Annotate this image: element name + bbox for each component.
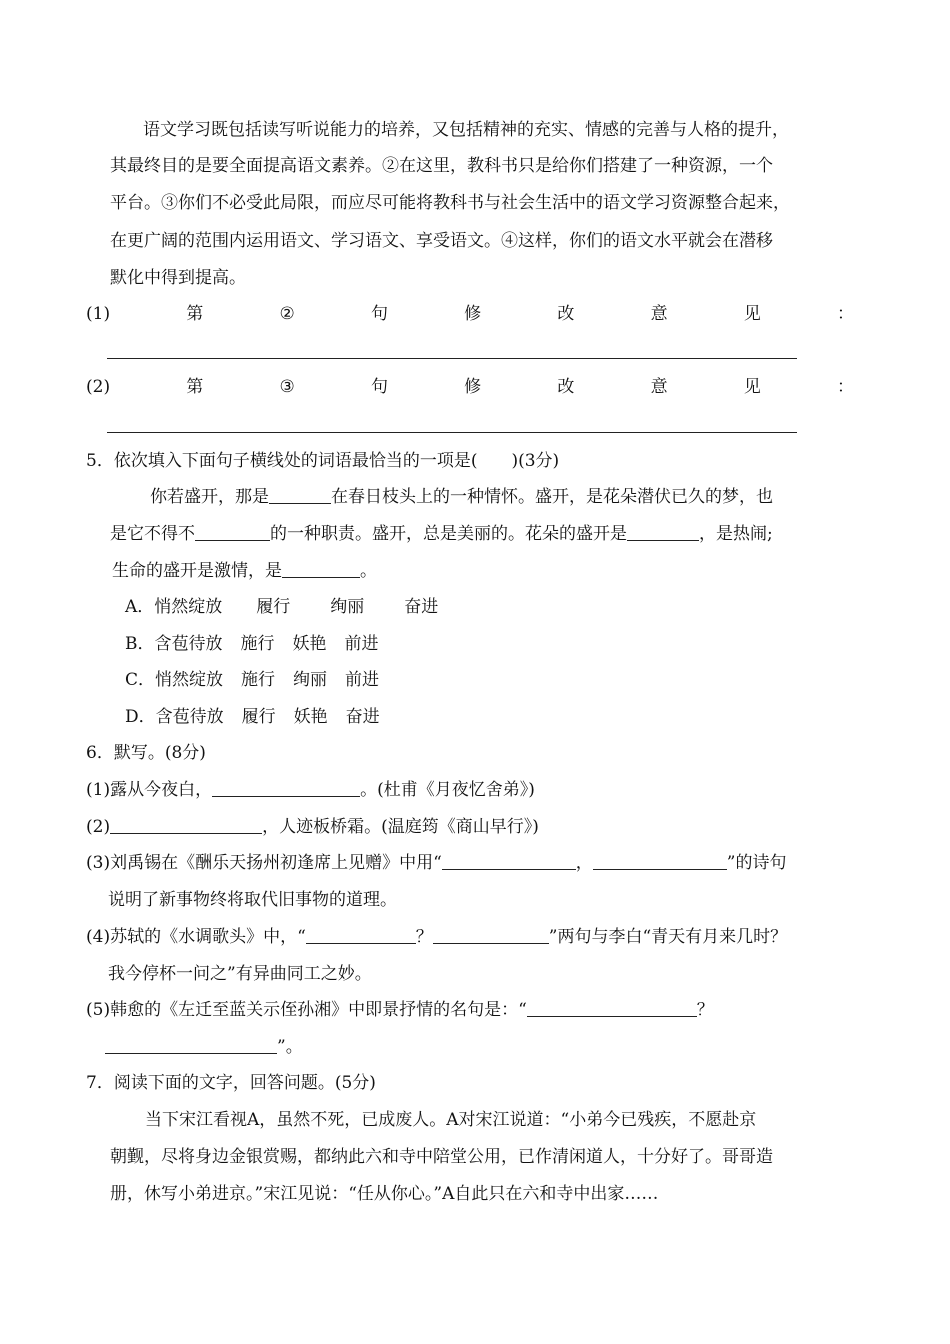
- q6-blank-7[interactable]: [527, 1000, 697, 1017]
- q6-item-5-cont: [105, 1035, 303, 1059]
- q5-blank-1[interactable]: [269, 487, 331, 504]
- q5-sentence-line-1: [150, 485, 773, 509]
- q7-passage-line-3: 册，休写小弟进京。”宋江见说：“任从你心。”A自此只在六和寺中出家……: [110, 1184, 659, 1204]
- option-label: D．含苞待放: [125, 707, 224, 727]
- q5-text: ，是热闹;: [699, 524, 773, 544]
- revision-1-char: 第: [186, 304, 204, 324]
- revision-2-char: 第: [186, 377, 204, 397]
- option-word: 施行: [241, 670, 276, 690]
- revision-2-char: 修: [464, 377, 482, 397]
- q5-text: 生命的盛开是激情，是: [112, 561, 282, 581]
- q5-blank-2[interactable]: [195, 524, 270, 541]
- q6-blank-2[interactable]: [110, 817, 262, 834]
- passage-line-2: 其最终目的是要全面提高语文素养。②在这里，教科书只是给你们搭建了一种资源，一个: [110, 156, 773, 176]
- revision-2-char: ：: [836, 377, 854, 397]
- option-word: 妖艳: [293, 707, 328, 727]
- q6-text: ，: [575, 853, 593, 873]
- revision-prompt-2: [86, 375, 854, 399]
- option-word: 施行: [240, 634, 275, 654]
- q6-text: ”。: [277, 1037, 303, 1057]
- q6-text: (1)露从今夜白，: [86, 780, 213, 800]
- q6-text: (4)苏轼的《水调歌头》中，“: [86, 927, 306, 947]
- q6-blank-1[interactable]: [212, 780, 360, 797]
- q5-option-a[interactable]: [125, 595, 438, 619]
- option-word: 前进: [345, 670, 380, 690]
- q5-text: 的一种职责。盛开，总是美丽的。花朵的盛开是: [270, 524, 627, 544]
- q5-sentence-line-3: [112, 559, 377, 583]
- passage-line-3: 平台。③你们不必受此局限，而应尽可能将教科书与社会生活中的语文学习资源整合起来，: [110, 193, 790, 213]
- q6-text: (2): [86, 817, 111, 837]
- revision-2-char: 改: [557, 377, 575, 397]
- q6-item-4-cont: 我今停杯一问之”有异曲同工之妙。: [108, 964, 372, 984]
- revision-1-char: 见: [743, 304, 761, 324]
- q5-option-c[interactable]: [125, 668, 379, 692]
- option-word: 履行: [241, 707, 276, 727]
- option-label: A．悄然绽放: [125, 597, 223, 617]
- q6-text: 。(杜甫《月夜忆舍弟》): [360, 780, 535, 800]
- q5-blank-3[interactable]: [627, 524, 699, 541]
- revision-2-char: 见: [743, 377, 761, 397]
- q6-blank-5[interactable]: [306, 927, 416, 944]
- passage-line-4: 在更广阔的范围内运用语文、学习语文、享受语文。④这样，你们的语文水平就会在潜移: [110, 231, 773, 251]
- option-word: 前进: [344, 634, 379, 654]
- q6-title: 6．默写。(8分): [86, 743, 206, 763]
- revision-1-char: 修: [464, 304, 482, 324]
- option-word: 奋进: [404, 597, 439, 617]
- option-word: 履行: [256, 597, 291, 617]
- q6-text: ？: [696, 1000, 714, 1020]
- q5-text: 是它不得不: [110, 524, 195, 544]
- q7-passage-line-2: 朝觐，尽将身边金银赏赐，都纳此六和寺中陪堂公用，已作清闲道人，十分好了。哥哥造: [110, 1147, 773, 1167]
- q6-text: (5)韩愈的《左迁至蓝关示侄孙湘》中即景抒情的名句是：“: [86, 1000, 527, 1020]
- q6-text: ”两句与李白“青天有月来几时？: [548, 927, 788, 947]
- revision-1-num: (1): [86, 304, 111, 324]
- q6-text: ，人迹板桥霜。(温庭筠《商山早行》): [262, 817, 539, 837]
- q6-blank-6[interactable]: [433, 927, 549, 944]
- q6-item-4: [86, 925, 787, 949]
- q5-sentence-line-2: [110, 522, 773, 546]
- q5-option-d[interactable]: [125, 705, 380, 729]
- q6-text: ？: [415, 927, 433, 947]
- revision-1-char: 句: [370, 304, 388, 324]
- q6-text: (3)刘禹锡在《酬乐天扬州初逢席上见赠》中用“: [86, 853, 442, 873]
- revision-1-char: 改: [557, 304, 575, 324]
- q7-title: 7．阅读下面的文字，回答问题。(5分): [86, 1073, 376, 1093]
- q7-passage-line-1: 当下宋江看视A，虽然不死，已成废人。A对宋江说道：“小弟今已残疾，不愿赴京: [145, 1110, 757, 1130]
- option-label: B．含苞待放: [125, 634, 223, 654]
- option-label: C．悄然绽放: [125, 670, 224, 690]
- revision-prompt-1: [86, 302, 854, 326]
- q6-item-2: [86, 815, 539, 839]
- q6-blank-8[interactable]: [105, 1037, 277, 1054]
- passage-line-1: 语文学习既包括读写听说能力的培养，又包括精神的充实、情感的完善与人格的提升，: [143, 120, 789, 140]
- revision-1-char: ②: [279, 304, 295, 324]
- q5-option-b[interactable]: [125, 632, 379, 656]
- q5-blank-4[interactable]: [282, 561, 360, 578]
- passage-line-5: 默化中得到提高。: [110, 268, 246, 288]
- revision-1-char: ：: [836, 304, 854, 324]
- q6-item-5: [86, 998, 714, 1022]
- option-word: 奋进: [345, 707, 380, 727]
- q6-item-3: [86, 851, 786, 875]
- q5-title: 5．依次填入下面句子横线处的词语最恰当的一项是( )(3分): [86, 451, 560, 471]
- q5-text: 在春日枝头上的一种情怀。盛开，是花朵潜伏已久的梦，也: [331, 487, 773, 507]
- revision-2-char: 意: [650, 377, 668, 397]
- answer-line-1[interactable]: [107, 358, 797, 359]
- q5-text: 你若盛开，那是: [150, 487, 269, 507]
- revision-2-char: 句: [370, 377, 388, 397]
- q6-item-3-cont: 说明了新事物终将取代旧事物的道理。: [108, 890, 397, 910]
- q6-blank-4[interactable]: [593, 853, 727, 870]
- q6-text: ”的诗句: [726, 853, 787, 873]
- answer-line-2[interactable]: [107, 432, 797, 433]
- revision-2-char: ③: [279, 377, 295, 397]
- option-word: 绚丽: [330, 597, 365, 617]
- revision-2-num: (2): [86, 377, 111, 397]
- option-word: 绚丽: [293, 670, 328, 690]
- option-word: 妖艳: [292, 634, 327, 654]
- q6-item-1: [86, 778, 535, 802]
- q5-text: 。: [360, 561, 377, 581]
- q6-blank-3[interactable]: [442, 853, 576, 870]
- revision-1-char: 意: [650, 304, 668, 324]
